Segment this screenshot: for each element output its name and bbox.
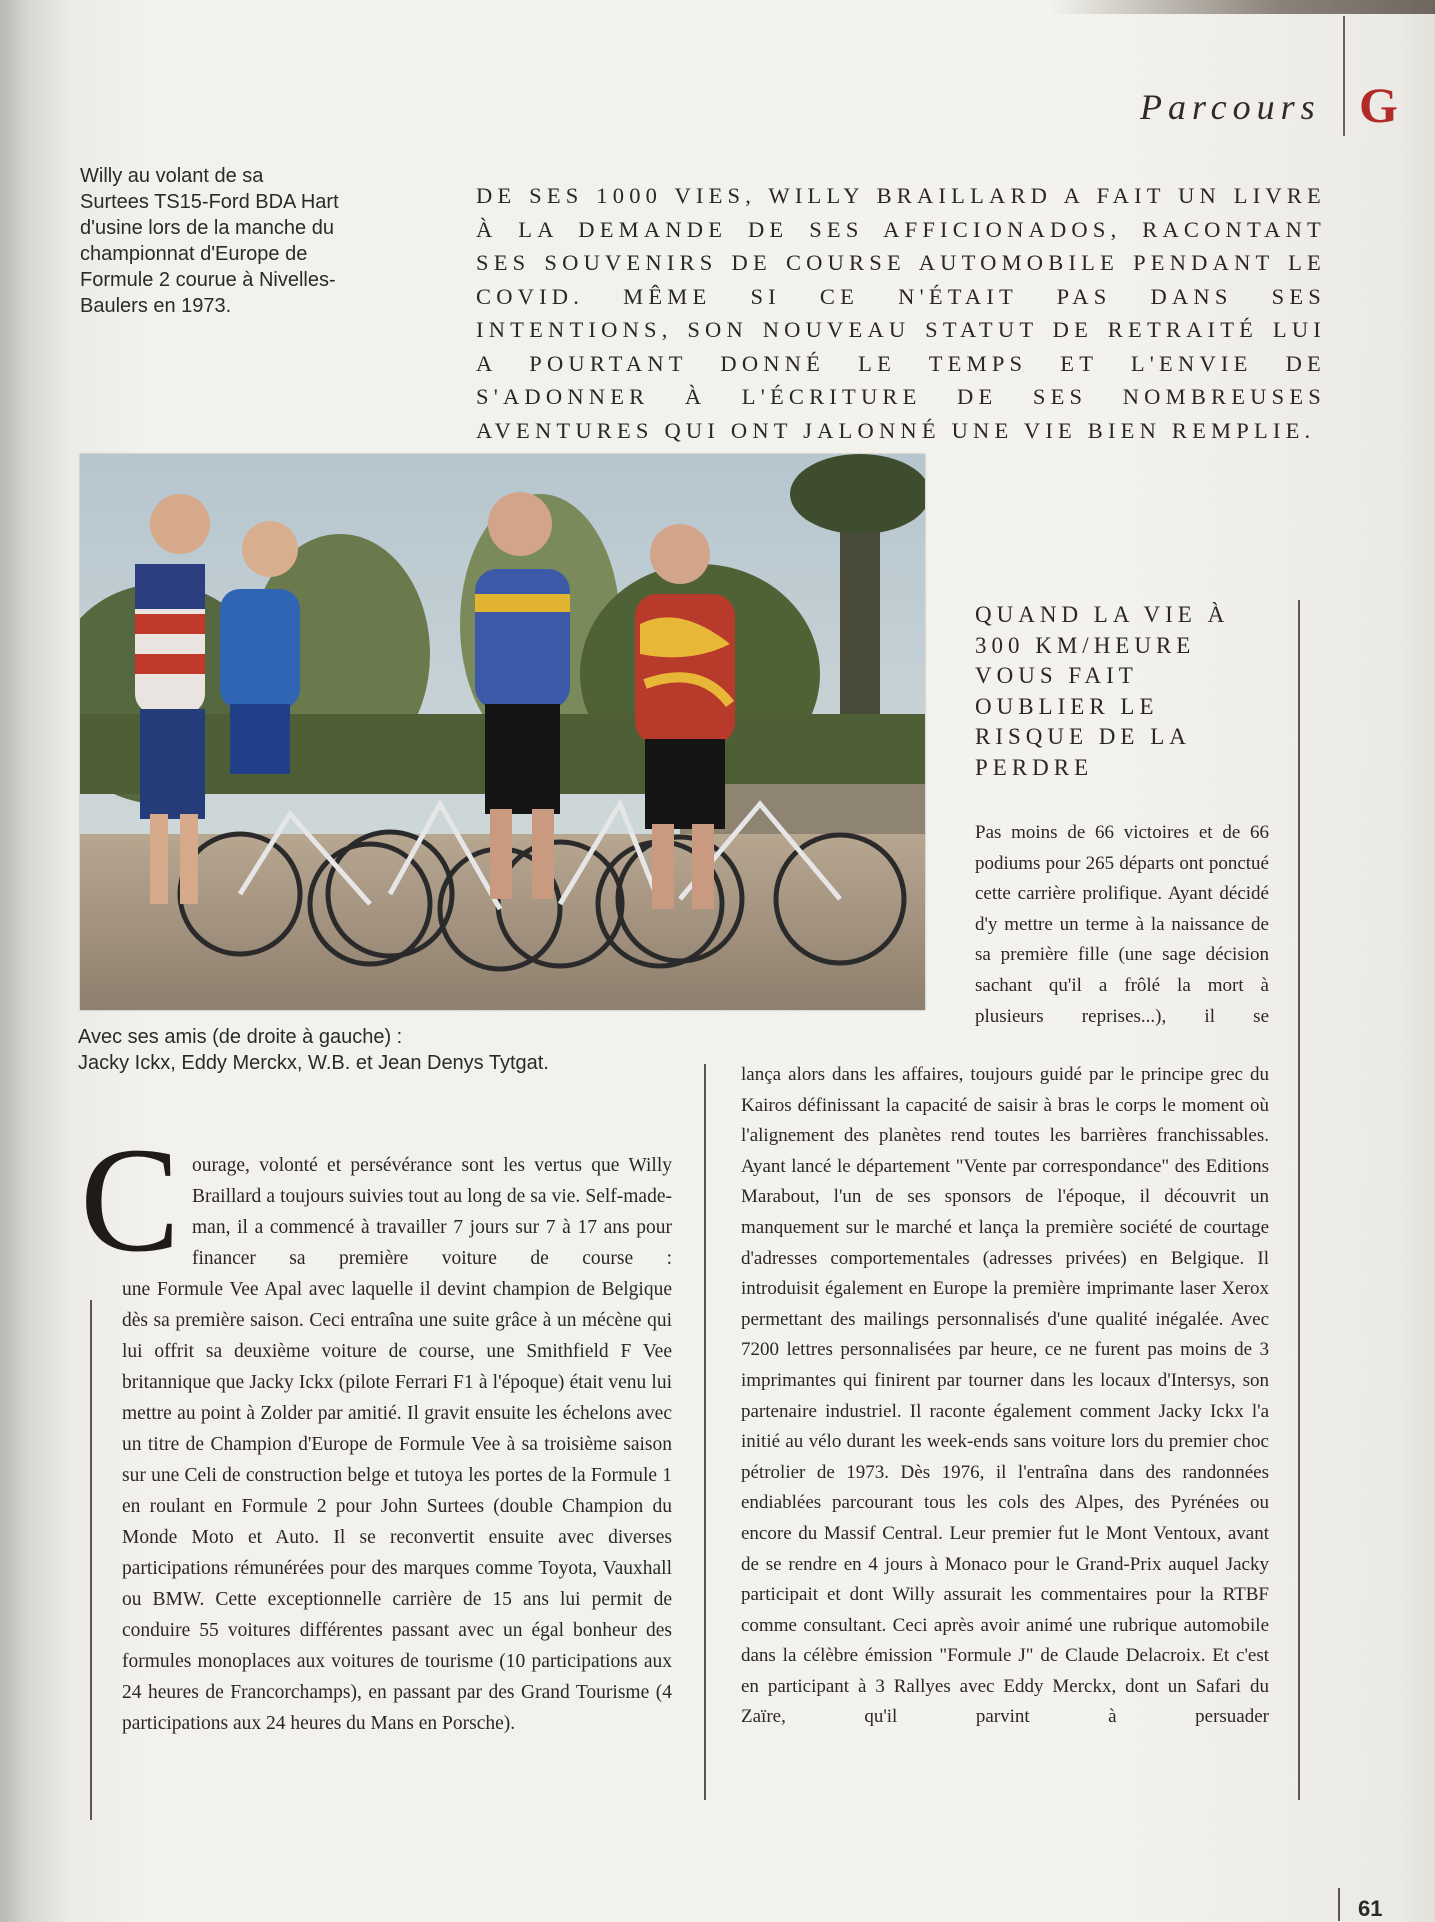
- pull-quote-line: RISQUE DE LA: [975, 724, 1191, 749]
- page-number: 61: [1358, 1896, 1383, 1921]
- pull-quote-line: PERDRE: [975, 754, 1094, 780]
- cyclists-photo: [80, 454, 925, 1010]
- pull-quote-line: QUAND LA VIE À: [975, 602, 1230, 627]
- top-photo-caption: [80, 163, 350, 319]
- group-photo-caption: [78, 1024, 618, 1076]
- caption-line: Avec ses amis (de droite à gauche) :: [78, 1026, 403, 1048]
- body-text-right: lança alors dans les affaires, toujours guidé par le principe grec du Kairos définissant la capacité de saisir à bras le corps le moment où l'alignement des planètes rend toutes les barrières franchissables. Ayant lancé le département "Vente par correspondance" des Editions Marabout, l'un de ses sponsors de l'époque, il découvrit un manquement sur le marché et lança la première société de courtage d'adresses comportementales (adresses privées) en Belgique. Il introduisit également en Europe la première imprimante laser Xerox permettant des mailings personnalisés d'une qualité inégalée. Avec 7200 lettres personnalisées par heure, ce ne furent pas moins de 3 imprimantes qui finirent par tourner dans les locaux d'Intersys, son partenaire industriel. Il raconte également comment Jacky Ickx l'a initié au vélo durant les week-ends sans voiture lors du premier choc pétrolier de 1973. Dès 1976, il l'entraîna dans des randonnées endiablées parcourant tous les cols des Alpes, des Pyrénées ou encore du Massif Central. Leur premier fut le Mont Ventoux, avant de se rendre en 4 jours à Monaco pour le Grand-Prix auquel Jacky participait et dont Willy assurait les commentaires pour la RTBF comme consultant. Ceci après avoir animé une rubrique automobile dans la célèbre émission "Formule J" de Claude Delacroix. Et c'est en participant à 3 Rallyes avec Eddy Merckx, dont un Safari du Zaïre, qu'il parvint à persuader: [741, 1064, 1269, 1728]
- body-text-left-opening: ourage, volonté et persévérance sont les vertus que Willy Braillard a toujours suivies tout au long de sa vie. Self-made-man, il a commencé à travailler 7 jours sur 7 à 17 ans pour financer sa première voiture de course :: [192, 1155, 672, 1269]
- body-text-left: une Formule Vee Apal avec laquelle il devint champion de Belgique dès sa première saison. Ceci entraîna une suite grâce à un mécène qui lui offrit sa deuxième voiture de course, une Smithfield F Vee britannique que Jacky Ickx (pilote Ferrari F1 à l'époque) était venu lui mettre au point à Zolder par amitié. Il gravit ensuite les échelons avec un titre de Champion d'Europe de Formule Vee à sa troisième saison sur une Celi de construction belge et tutoya les portes de la Formule 1 en roulant en Formule 2 pour John Surtees (double Champion du Monde Moto et Auto. Il se reconvertit ensuite avec diverses participations rémunérées pour des marques comme Toyota, Vauxhall ou BMW. Cette exceptionnelle carrière de 15 ans lui permit de conduire 55 voitures différentes passant avec un égal bonheur des formules monoplaces aux voitures de tourisme (10 participations aux 24 heures de Francorchamps), en passant par des Grand Tourisme (4 participations aux 24 heures du Mans en Porsche).: [122, 1279, 672, 1734]
- pull-quote-line: OUBLIER LE: [975, 693, 1159, 719]
- caption-line: Formule 2 courue à Nivelles-: [80, 269, 336, 291]
- caption-line: Surtees TS15-Ford BDA Hart: [80, 191, 339, 213]
- caption-line: Jacky Ickx, Eddy Merckx, W.B. et Jean Denys Tytgat.: [78, 1052, 549, 1074]
- page-number-divider: [1338, 1888, 1340, 1921]
- pull-quote-line: 300 KM/HEURE: [975, 632, 1196, 658]
- pull-quote: [975, 600, 1275, 783]
- caption-line: d'usine lors de la manche du: [80, 217, 334, 239]
- caption-line: Willy au volant de sa: [80, 165, 264, 187]
- page-edge-shadow: [1050, 0, 1435, 14]
- section-name: Parcours: [1140, 87, 1321, 127]
- body-text-right-upper: Pas moins de 66 victoires et de 66 podiums pour 265 départs ont ponctué cette carrière prolifique. Ayant décidé d'y mettre un terme à la naissance de sa première fille (une sage décision sachant qu'il a frôlé la mort à plusieurs reprises...), il se: [975, 822, 1269, 1027]
- caption-line: Baulers en 1973.: [80, 295, 232, 317]
- drop-cap: C: [80, 1117, 181, 1283]
- column-divider-middle: [704, 1064, 706, 1800]
- intro-paragraph: DE SES 1000 VIES, WILLY BRAILLARD A FAIT UN LIVRE À LA DEMANDE DE SES AFFICIONADOS, RACONTANT SES SOUVENIRS DE COURSE AUTOMOBILE PENDANT LE COVID. MÊME SI CE N'ÉTAIT PAS DANS SES INTENTIONS, SON NOUVEAU STATUT DE RETRAITÉ LUI A POURTANT DONNÉ LE TEMPS ET L'ENVIE DE S'ADONNER À L'ÉCRITURE DE SES NOMBREUSES AVENTURES QUI ONT JALONNÉ UNE VIE BIEN REMPLIE.: [476, 183, 1326, 443]
- column-divider-right: [1298, 600, 1300, 1800]
- pull-quote-line: VOUS FAIT: [975, 663, 1138, 688]
- section-letter: G: [1359, 77, 1398, 133]
- caption-line: championnat d'Europe de: [80, 243, 308, 265]
- column-divider-left: [90, 1300, 92, 1820]
- cyclists-illustration: [80, 454, 925, 1010]
- header-divider: [1343, 16, 1345, 136]
